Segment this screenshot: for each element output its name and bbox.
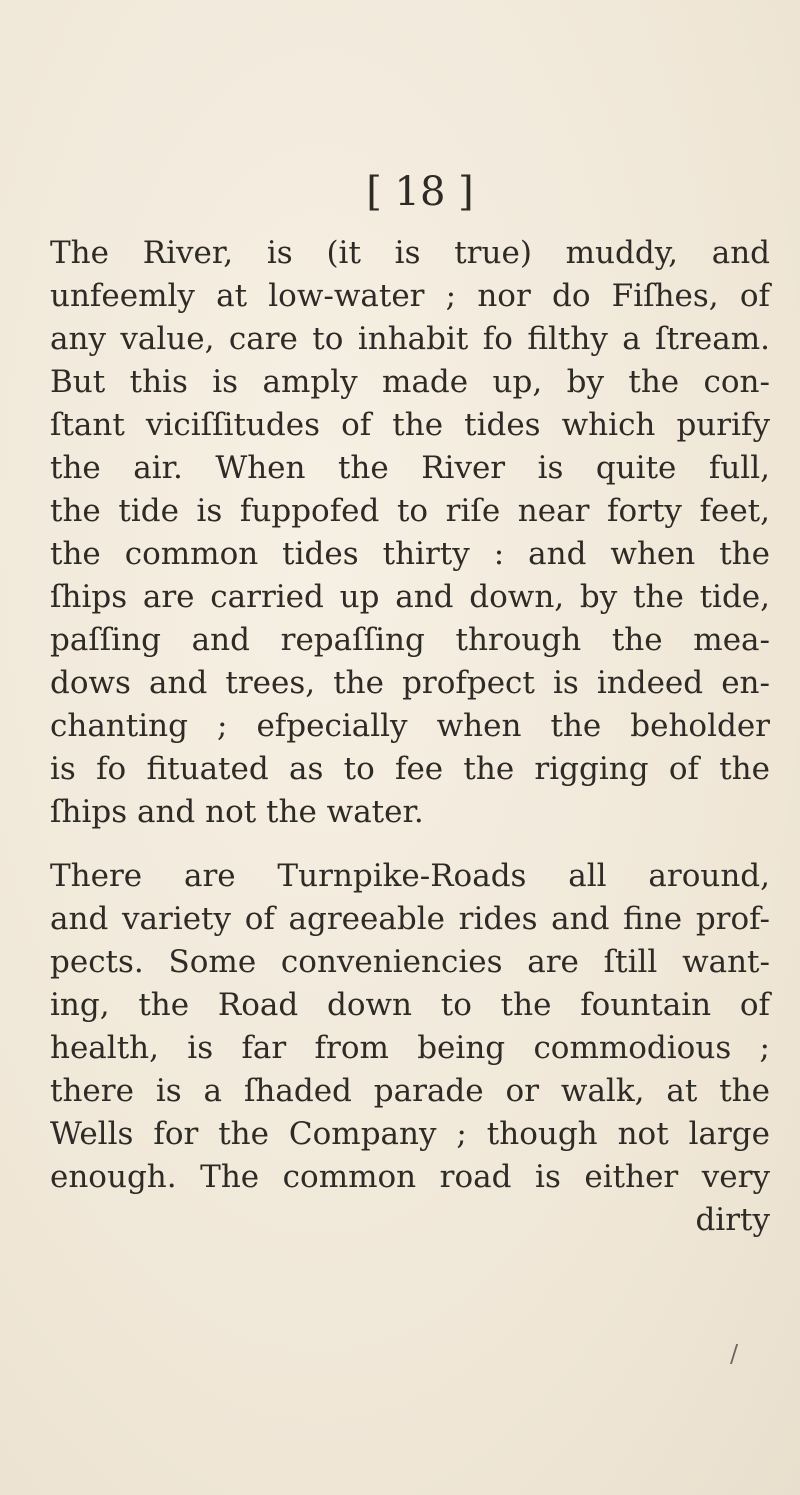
text-line: health, is far from being commodious ;	[50, 1030, 770, 1066]
text-line: the air. When the River is quite full,	[50, 450, 770, 486]
stray-mark: /	[730, 1340, 739, 1368]
paragraph-river	[50, 232, 770, 834]
text-line: The River, is (it is true) muddy, and	[50, 235, 770, 271]
page-number: [ 18 ]	[366, 169, 474, 215]
text-line: But this is amply made up, by the con-	[50, 364, 770, 400]
text-line: ſtant viciſſitudes of the tides which purify	[50, 407, 770, 443]
catchword: dirty	[695, 1202, 770, 1238]
text-line: the common tides thirty : and when the	[50, 536, 770, 572]
text-line: ſhips are carried up and down, by the tide,	[50, 579, 770, 615]
text-line: There are Turnpike-Roads all around,	[50, 858, 770, 894]
text-line: there is a ſhaded parade or walk, at the	[50, 1073, 770, 1109]
text-line: dows and trees, the profpect is indeed en-	[50, 665, 770, 701]
text-line: enough. The common road is either very	[50, 1159, 770, 1195]
text-line: and variety of agreeable rides and fine prof-	[50, 901, 770, 937]
text-line: pects. Some conveniencies are ſtill want-	[50, 944, 770, 980]
text-line: chanting ; efpecially when the beholder	[50, 708, 770, 744]
text-line: unfeemly at low-water ; nor do Fiſhes, of	[50, 278, 770, 314]
text-line: is fo fituated as to fee the rigging of the	[50, 751, 770, 787]
text-line: paſſing and repaſſing through the mea-	[50, 622, 770, 658]
text-line: the tide is fuppofed to riſe near forty feet,	[50, 493, 770, 529]
text-line: ſhips and not the water.	[50, 794, 424, 830]
text-line: ing, the Road down to the fountain of	[50, 987, 770, 1023]
text-line: any value, care to inhabit fo filthy a ſtream.	[50, 321, 770, 357]
paragraph-roads	[50, 855, 770, 1242]
text-line: Wells for the Company ; though not large	[50, 1116, 770, 1152]
